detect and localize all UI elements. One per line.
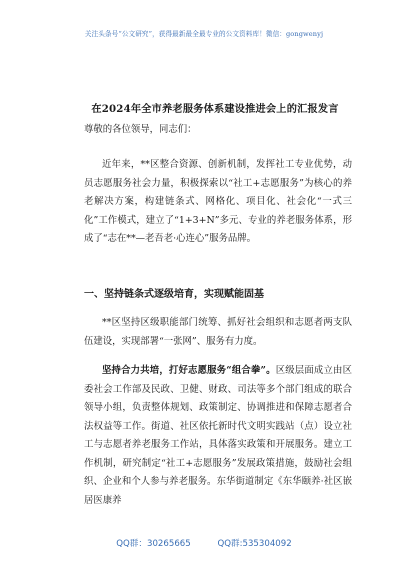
paragraph-3	[84, 362, 352, 510]
paragraph-2: **区坚持区级职能部门统筹、抓好社会组织和志愿者两支队伍建设，实现部署“一张网”、服务有力度。	[84, 317, 352, 347]
paragraph-3-body: 区级层面成立由区委社会工作部及民政、卫健、财政、司法等多个部门组成的联合领导小组，负责整体规划、政策制定、协调推进和保障志愿者合法权益等工作。街道、社区依托新时代文明实践站（点）设立社工与志愿者养老服务工作站，具体落实政策和开展服务。建立工作机制，研究制定“社工+志愿服务”发展政策措施，鼓励社会组织、企业和个人参与养老服务。东华街道制定《东华颐养·社区嵌居医康养	[84, 365, 352, 506]
section-heading-1: 一、坚持链条式逐级培育，实现赋能固基	[84, 289, 264, 300]
footer-qq-group-2: QQ群:535304092	[217, 539, 292, 549]
header-banner: 关注头条号“公文研究”，获得最新最全最专业的公文资料库！微信：gongwenyj	[84, 30, 324, 38]
paragraph-1: 近年来，**区整合资源、创新机制，发挥社工专业优势，动员志愿服务社会力量，积极探索以“社工+志愿服务”为核心的养老解决方案，构建链条式、网格化、项目化、社会化“一式三化”工作模式，建立了“1+3+N”多元、专业的养老服务体系，形成了“志在**—老吾老·心连心”服务品牌。	[84, 159, 352, 244]
footer-qq-group-1: QQ群：30265665	[116, 539, 191, 549]
greeting: 尊敬的各位领导，同志们：	[84, 124, 197, 135]
footer-qq-groups	[0, 537, 408, 549]
document-title: 在2024年全市养老服务体系建设推进会上的汇报发言	[91, 103, 339, 115]
paragraph-3-lead: 坚持合力共培，打好志愿服务“组合拳”。	[102, 365, 276, 376]
